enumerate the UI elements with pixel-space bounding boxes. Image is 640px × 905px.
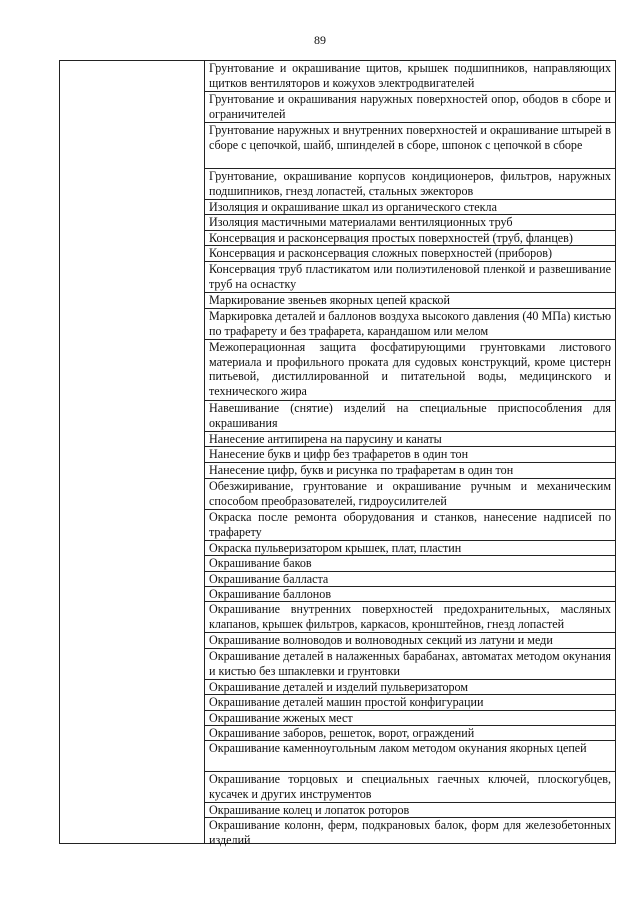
table-row [205,309,615,340]
row-text: Изоляция мастичными материалами вентиляционных труб [209,215,513,229]
table-row [205,726,615,741]
table-row [205,772,615,803]
row-text: Нанесение букв и цифр без трафаретов в один тон [209,447,469,461]
table-row [205,649,615,680]
table-row [205,92,615,123]
row-text: Грунтование и окрашивания наружных поверхностей опор, ободов в сборе и ограничителей [209,92,611,121]
left-column-empty [60,61,205,843]
table-row [205,169,615,200]
table-row [205,680,615,695]
table-row [205,556,615,572]
table-row [205,741,615,772]
table-row [205,432,615,447]
row-text: Изоляция и окрашивание шкал из органического стекла [209,200,497,214]
table-row [205,340,615,401]
row-text: Грунтование наружных и внутренних поверхностей и окрашивание штырей в сборе с цепочкой, шайб, шпинделей в сборе, шпонок с цепочкой в сборе [209,123,611,152]
row-text: Окрашивание колец и лопаток роторов [209,803,410,817]
row-text: Окрашивание торцовых и специальных гаечных ключей, плоскогубцев, кусачек и других инструментов [209,772,611,801]
table-row [205,695,615,711]
row-text: Межоперационная защита фосфатирующими грунтовками листового материала и профильного проката для судовых конструкций, кроме цистерн питьевой, дистиллированной и питательной воды, медицинского и технического жира [209,340,611,398]
row-text: Окраска после ремонта оборудования и станков, нанесение надписей по трафарету [209,510,611,539]
right-column [205,61,615,847]
table-row [205,401,615,432]
row-text: Окрашивание деталей в налаженных барабанах, автоматах методом окунания и кистью без шпаклевки и грунтовки [209,649,611,678]
table-row [205,587,615,602]
row-text: Консервация труб пластикатом или полиэтиленовой пленкой и развешивание труб на оснастку [209,262,611,291]
row-text: Навешивание (снятие) изделий на специальные приспособления для окрашивания [209,401,611,430]
row-text: Окрашивание деталей и изделий пульверизатором [209,680,469,694]
table-row [205,711,615,726]
row-text: Грунтование, окрашивание корпусов кондиционеров, фильтров, наружных подшипников, гнезд лопастей, стальных эжекторов [209,169,611,198]
row-text: Консервация и расконсервация сложных поверхностей (приборов) [209,246,552,260]
table-row [205,463,615,479]
row-text: Окрашивание внутренних поверхностей предохранительных, масляных клапанов, крышек фильтров, каркасов, кронштейнов, гнезд лопастей [209,602,611,631]
row-text: Окрашивание каменноугольным лаком методом окунания якорных цепей [209,741,587,755]
table-row [205,510,615,541]
row-text: Грунтование и окрашивание щитов, крышек подшипников, направляющих щитков вентиляторов и кожухов электродвигателей [209,61,611,90]
row-text: Окрашивание заборов, решеток, ворот, ограждений [209,726,475,740]
table-row [205,602,615,633]
table-row [205,246,615,262]
table-row [205,633,615,649]
row-text: Окрашивание волноводов и волноводных секций из латуни и меди [209,633,553,647]
table-row [205,803,615,818]
table-row [205,293,615,309]
row-text: Нанесение антипирена на парусину и канаты [209,432,442,446]
table-row [205,215,615,231]
row-text: Окрашивание балласта [209,572,329,586]
row-text: Окраска пульверизатором крышек, плат, пластин [209,541,462,555]
table-row [205,818,615,845]
table-row [205,572,615,587]
table-row [205,61,615,92]
row-text: Маркирование звеньев якорных цепей краской [209,293,450,307]
page-number: 89 [314,33,326,47]
row-text: Окрашивание колонн, ферм, подкрановых балок, форм для железобетонных изделий [209,818,611,847]
table-row [205,479,615,510]
table-row [205,231,615,246]
row-text: Окрашивание баков [209,556,312,570]
table-row [205,262,615,293]
row-text: Консервация и расконсервация простых поверхностей (труб, фланцев) [209,231,573,245]
row-text: Обезжиривание, грунтование и окрашивание ручным и механическим способом преобразователей, гидроусилителей [209,479,611,508]
table-row [205,541,615,556]
table-row [205,447,615,463]
row-text: Окрашивание баллонов [209,587,332,601]
work-table [59,60,616,847]
row-text: Окрашивание жженых мест [209,711,353,725]
table-row [205,123,615,169]
row-text: Нанесение цифр, букв и рисунка по трафаретам в один тон [209,463,514,477]
row-text: Окрашивание деталей машин простой конфигурации [209,695,484,709]
table-row [205,200,615,215]
row-text: Маркировка деталей и баллонов воздуха высокого давления (40 МПа) кистью по трафарету и без трафарета, карандашом или мелом [209,309,611,338]
